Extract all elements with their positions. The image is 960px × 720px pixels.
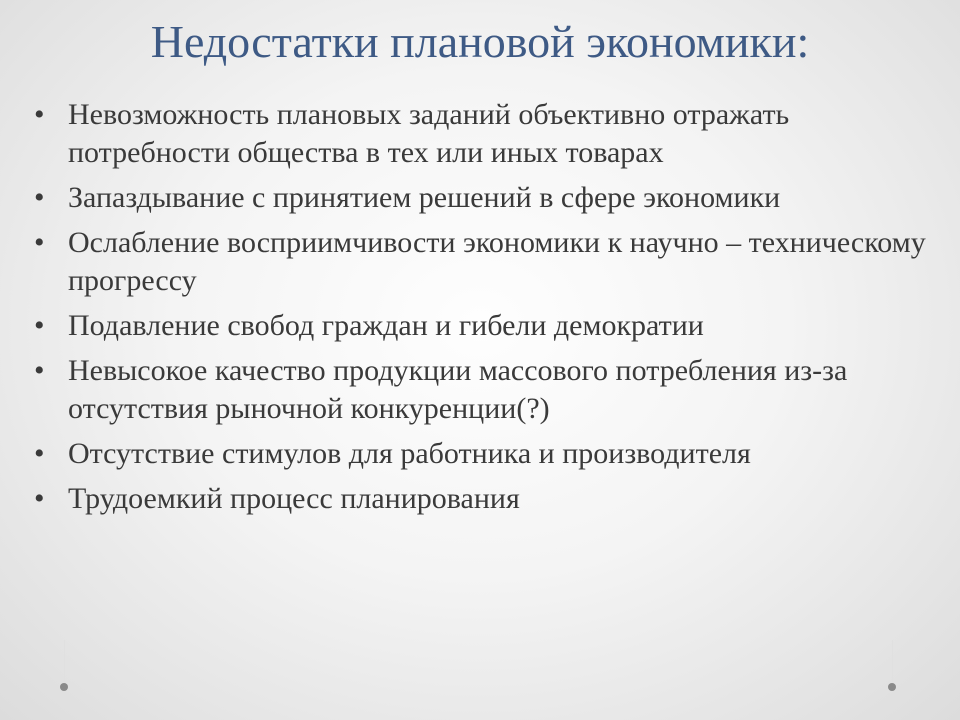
bullet-text: Невысокое качество продукции массового потребления из-за отсутствия рыночной конкуренции(?) <box>68 354 848 425</box>
bullet-text: Запаздывание с принятием решений в сфере экономики <box>68 181 781 214</box>
bullet-icon: • <box>34 437 45 470</box>
bullet-item <box>30 307 942 345</box>
bullet-item <box>30 352 942 428</box>
bullet-text: Трудоемкий процесс планирования <box>68 482 520 515</box>
bullet-icon: • <box>34 181 45 214</box>
bullet-item <box>30 179 942 217</box>
bullet-icon: • <box>34 98 45 131</box>
bullet-text: Отсутствие стимулов для работника и производителя <box>68 437 751 470</box>
bullet-item <box>30 224 942 300</box>
footer-dot-right-icon <box>888 683 896 691</box>
bullet-icon: • <box>34 482 45 515</box>
bullet-icon: • <box>34 226 45 259</box>
slide-title: Недостатки плановой экономики: <box>150 16 810 67</box>
bullet-icon: • <box>34 309 45 342</box>
bullet-item <box>30 435 942 473</box>
bullet-text: Ослабление восприимчивости экономики к научно – техническому прогрессу <box>68 226 926 297</box>
bullet-item <box>30 480 942 518</box>
footer-dot-left-icon <box>60 683 68 691</box>
bullet-icon: • <box>34 354 45 387</box>
bullet-text: Подавление свобод граждан и гибели демократии <box>68 309 704 342</box>
bullet-item <box>30 96 942 172</box>
bullet-text: Невозможность плановых заданий объективно отражать потребности общества в тех или иных товарах <box>68 98 790 169</box>
bullet-list <box>30 96 942 525</box>
